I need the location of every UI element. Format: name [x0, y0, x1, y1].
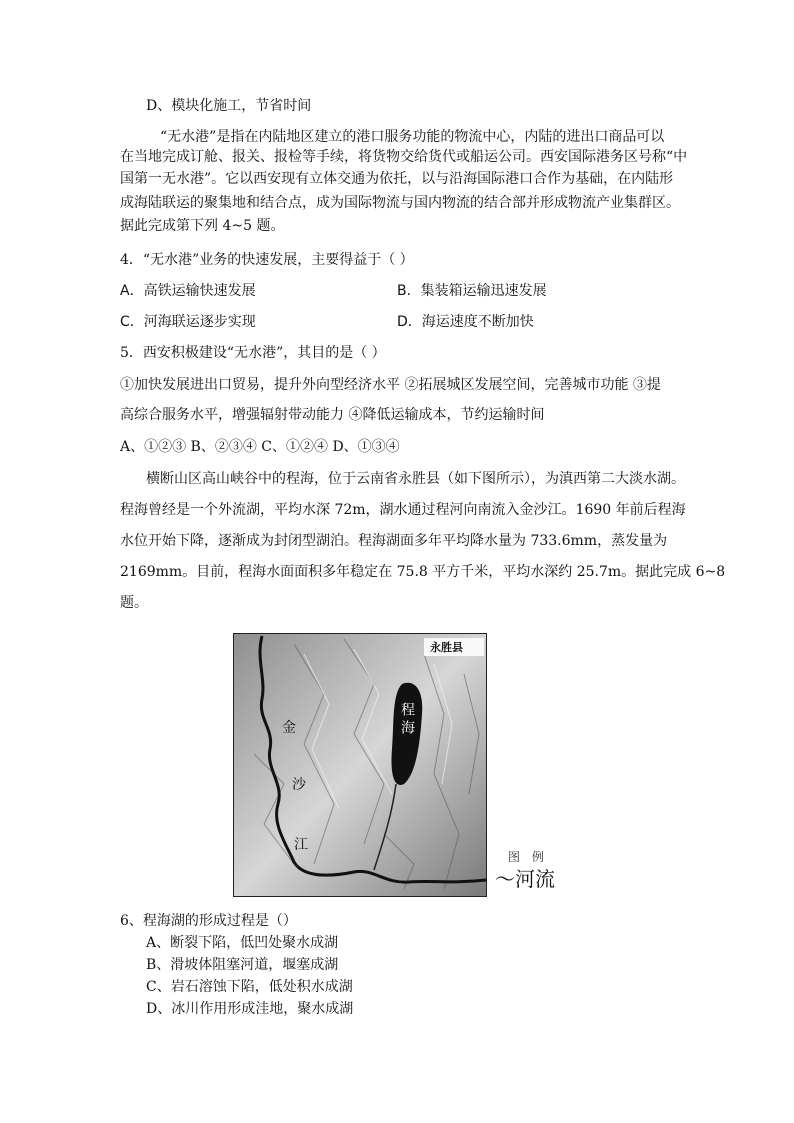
- q5-statements-line-2: 高综合服务水平，增强辐射带动能力 ④降低运输成本，节约运输时间: [120, 407, 545, 423]
- q6-option-b: B、滑坡体阻塞河道，堰塞成湖: [146, 957, 339, 973]
- river-char-1: 金: [282, 720, 296, 736]
- legend-river-entry: 〜河流: [495, 867, 555, 891]
- q6-option-a: A、断裂下陷，低凹处聚水成湖: [146, 935, 339, 951]
- passage-1-line-2: 在当地完成订舱、报关、报检等手续，将货物交给货代或船运公司。西安国际港务区号称“中: [120, 149, 688, 165]
- q4-option-a: A．高铁运输快速发展: [120, 283, 256, 299]
- lake-label: 程海: [399, 702, 415, 738]
- q6-option-d: D、冰川作用形成洼地，聚水成湖: [146, 1001, 354, 1017]
- q4-option-c: C．河海联运逐步实现: [120, 314, 256, 330]
- terrain-relief: [234, 634, 486, 896]
- river-char-2: 沙: [292, 777, 306, 793]
- q4-option-d: D．海运速度不断加快: [397, 314, 534, 330]
- passage-2-line-1: 横断山区高山峡谷中的程海，位于云南省永胜县（如下图所示），为滇西第二大淡水湖。: [146, 471, 685, 487]
- question-5-stem: 5．西安积极建设“无水港”，其目的是（ ）: [120, 345, 386, 361]
- q3-option-d: D、模块化施工，节省时间: [146, 98, 312, 114]
- chenghai-map: [233, 633, 487, 897]
- passage-1-line-3: 国第一无水港”。它以西安现有立体交通为依托，以与沿海国际港口合作为基础，在内陆形: [120, 171, 674, 187]
- q6-option-c: C、岩石溶蚀下陷，低处积水成湖: [146, 979, 353, 995]
- legend-title: 图 例: [508, 850, 548, 864]
- question-6-stem: 6、程海湖的形成过程是（）: [120, 913, 297, 929]
- passage-1-line-5: 据此完成第下列 4~5 题。: [120, 218, 285, 234]
- passage-2-line-5: 题。: [120, 595, 148, 611]
- passage-2-line-3: 水位开始下降，逐渐成为封闭型湖泊。程海湖面多年平均降水量为 733.6mm，蒸发量为: [120, 533, 668, 549]
- q4-option-b: B．集装箱运输迅速发展: [397, 283, 547, 299]
- passage-2-line-4: 2169mm。目前，程海水面面积多年稳定在 75.8 平方千米，平均水深约 25.7m。据此完成 6~8: [120, 564, 726, 580]
- river-char-3: 江: [294, 837, 308, 853]
- passage-1-line-1: “无水港”是指在内陆地区建立的港口服务功能的物流中心，内陆的进出口商品可以: [160, 129, 665, 145]
- passage-2-line-2: 程海曾经是一个外流湖，平均水深 72m，湖水通过程河向南流入金沙江。1690 年前后程海: [120, 502, 686, 518]
- county-label: 永胜县: [430, 641, 463, 654]
- q5-statements-line-1: ①加快发展进出口贸易，提升外向型经济水平 ②拓展城区发展空间，完善城市功能 ③提: [120, 377, 661, 393]
- q5-answer-options: A、①②③ B、②③④ C、①②④ D、①③④: [120, 439, 400, 455]
- passage-1-line-4: 成海陆联运的聚集地和结合点，成为国际物流与国内物流的结合部并形成物流产业集群区。: [120, 195, 680, 211]
- question-4-stem: 4．“无水港”业务的快速发展，主要得益于（ ）: [120, 252, 414, 268]
